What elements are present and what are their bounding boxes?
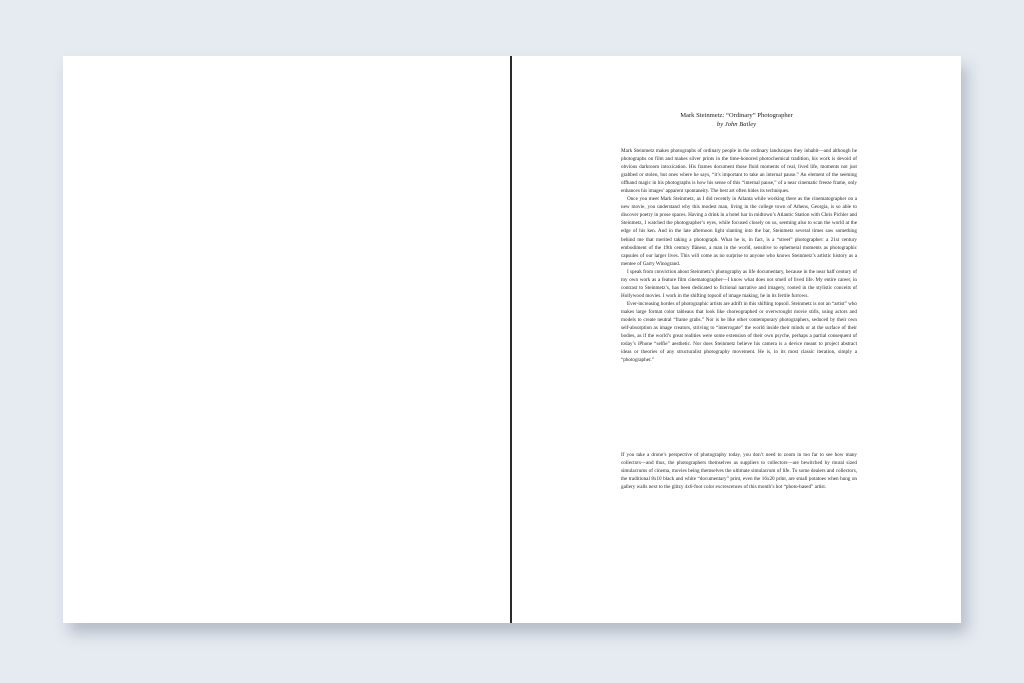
article-body [621, 147, 857, 364]
paragraph: Once you meet Mark Steinmetz, as I did recently in Atlanta while working there as the cinematographer on a new movie, you understand why this modest man, living in the college town of Athens, Georgia, is so able to discover poetry in prose spaces. Having a drink in a hotel bar in midtown’s Atlantic Station with Chris Pichler and Steinmetz, I watched the photographer’s eyes, while focused closely on us, seeming also to scan the world at the edge of his ken. And in the late afternoon light slanting into the bar, Steinmetz several times saw something behind me that merited taking a photograph. What he is, in fact, is a “street” photographer: a 21st century embodiment of the 19th century flâneur, a man in the world, sensitive to ephemeral moments as photographic capsules of our larger lives. This will come as no surprise to anyone who knows Steinmetz’s artistic history as a mentee of Garry Winogrand. [621, 196, 857, 267]
right-page [512, 56, 961, 623]
left-page-blank [63, 56, 510, 623]
paragraph: I speak from conviction about Steinmetz’s photography as life documentary, because in the near half century of my own work as a feature film cinematographer—I know what does not smell of lived life. My entire career, in contrast to Steinmetz’s, has been dedicated to fictional narrative and imagery, rooted in the stylistic conceits of Hollywood movies. I work in the shifting topsoil of image making, he in its fertile furrows. [621, 268, 857, 299]
article-section-2 [621, 451, 857, 491]
article-title: Mark Steinmetz: “Ordinary” Photographer [680, 112, 793, 119]
paragraph: Ever-increasing hordes of photographic artists are adrift in this shifting topsoil. Steinmetz is not an “artist” who makes large format color tableaus that look like choreographed or overwrought movie stills, using actors and models to create neutral “frame grabs.” Nor is he like other contemporary photographers, seduced by their own self-absorption as image creators, striving to “interrogate” the world inside their minds or at the surface of their bodies, as if the world’s great realities were some extension of their own psyche, perhaps a partial consequent of today’s iPhone “selfie” aesthetic. Nor does Steinmetz believe his camera is a device meant to project abstract ideas or theories of any structuralist photography movement. He is, in its most classic iteration, simply a “photographer.” [621, 300, 857, 364]
book-spread [63, 56, 961, 623]
paragraph: If you take a drone’s perspective of photography today, you don’t need to zoom in too far to see how many collectors—and thus, the photographers themselves as suppliers to collectors—are bewitched by mural sized simulacrums of cinema, movies being themselves the ultimate simulacrum of life. To some dealers and collectors, the traditional 8x10 black and white “documentary” print, even the 16x20 print, are small potatoes when hung on gallery walls next to the glitzy 4x6-foot color excrescences of this month’s hot “photo-based” artist. [621, 452, 857, 491]
article-byline: by John Bailey [716, 121, 757, 128]
paragraph: Mark Steinmetz makes photographs of ordinary people in the ordinary landscapes they inhabit—and although he photographs on film and makes silver prints in the time-honored photochemical tradition, his work is devoid of obvious darkroom intoxication. His frames document those fluid moments of real, lived life, moments not just grabbed or stolen, but ones where he says, “it’s important to take an internal pause.” An element of the seeming offhand magic in his photographs is how his sense of this “internal pause,” of a near cinematic freeze frame, only enhances his images’ apparent spontaneity. The best art often hides its techniques. [621, 148, 857, 195]
